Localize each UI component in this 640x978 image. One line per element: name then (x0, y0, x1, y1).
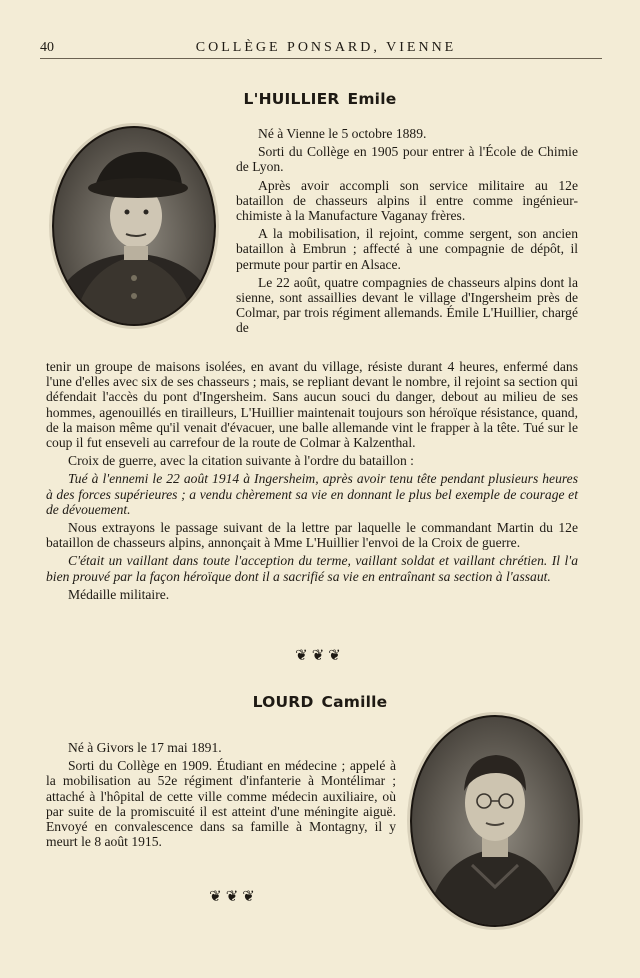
entry-heading-lhuillier (0, 90, 640, 108)
paragraph: Médaille militaire. (68, 586, 170, 602)
citation-quote: Tué à l'ennemi le 22 août 1914 à Ingersheim, après avoir tenu tête pendant plusieurs heures à des forces supérieures ; a vendu chèrement sa vie en donnant le plus bel exemple de courage et de dévouement. (46, 471, 578, 517)
entry-surname: LOURD (252, 693, 314, 711)
soldier-portrait-image (54, 128, 214, 324)
page-header (40, 36, 602, 59)
entry-body-lourd (46, 740, 396, 852)
letter-quote: C'était un vaillant dans toute l'acception du terme, vaillant soldat et vaillant chrétien. Il l'a bien prouvé par la façon héroïque dont il a sacrifié sa vie en entraînant sa section à l'assaut. (46, 553, 578, 584)
paragraph: Sorti du Collège en 1909. Étudiant en médecine ; appelé à la mobilisation au 52e régiment d'infanterie à Montélimar ; attaché à l'hôpital de cette ville comme médecin auxiliaire, où par suite de la promiscuité il est atteint d'une méningite aiguë. Envoyé en convalescence dans sa famille à Montagny, il y meurt le 8 août 1915. (46, 758, 396, 850)
page-number: 40 (40, 40, 54, 55)
entry-firstname: Camille (321, 693, 388, 711)
fleuron-ornament: ❦❦❦ (295, 646, 345, 664)
fleuron-ornament: ❦❦❦ (209, 887, 259, 905)
entry-firstname: Emile (347, 90, 397, 108)
entry-body-full (46, 359, 578, 605)
entry-body-wrapped (236, 126, 578, 336)
paragraph: A la mobilisation, il rejoint, comme sergent, son ancien bataillon à Embrun ; affecté à une compagnie de dépôt, il permute pour partir en Alsace. (236, 226, 578, 272)
paragraph: Sorti du Collège en 1905 pour entrer à l'École de Chimie de Lyon. (236, 144, 578, 175)
entry-surname: L'HUILLIER (243, 90, 340, 108)
paragraph: Nous extrayons le passage suivant de la lettre par laquelle le commandant Martin du 12e bataillon de chasseurs alpins, annonçait à Mme L'Huillier l'envoi de la Croix de guerre. (46, 520, 578, 551)
paragraph: Après avoir accompli son service militaire au 12e bataillon de chasseurs alpins il entre comme ingénieur-chimiste à la Manufacture Vaganay frères. (236, 177, 578, 224)
paragraph: tenir un groupe de maisons isolées, en avant du village, résiste durant 4 heures, enfermé dans l'une d'elles avec six de ses chasseurs ; mais, se repliant devant le nombre, il rejoint sa section qui défendait l'accès du pont d'Ingersheim. Sans aucun souci du danger, debout au milieu de ses hommes, agenouillés en tirailleurs, L'Huillier maintenait toujours son héroïque résistance, quand, de la maison même qu'il venait d'évacuer, une balle allemande vint le frapper à la tête. Tué sur le coup il fut enseveli au carrefour de la route de Colmar à Kalzenthal. (46, 359, 578, 451)
paragraph: Croix de guerre, avec la citation suivante à l'ordre du bataillon : (68, 453, 414, 469)
running-title: COLLÈGE PONSARD, VIENNE (195, 40, 457, 55)
paragraph: Né à Givors le 17 mai 1891. (68, 740, 222, 755)
entry-heading-lourd (0, 693, 640, 711)
portrait-lhuillier (52, 126, 216, 326)
paragraph: Le 22 août, quatre compagnies de chasseurs alpins dont la sienne, sont assaillies devant le village d'Ingersheim près de Colmar, par trois régiment allemands. Émile L'Huillier, chargé de (236, 274, 578, 336)
paragraph: Né à Vienne le 5 octobre 1889. (258, 126, 427, 141)
